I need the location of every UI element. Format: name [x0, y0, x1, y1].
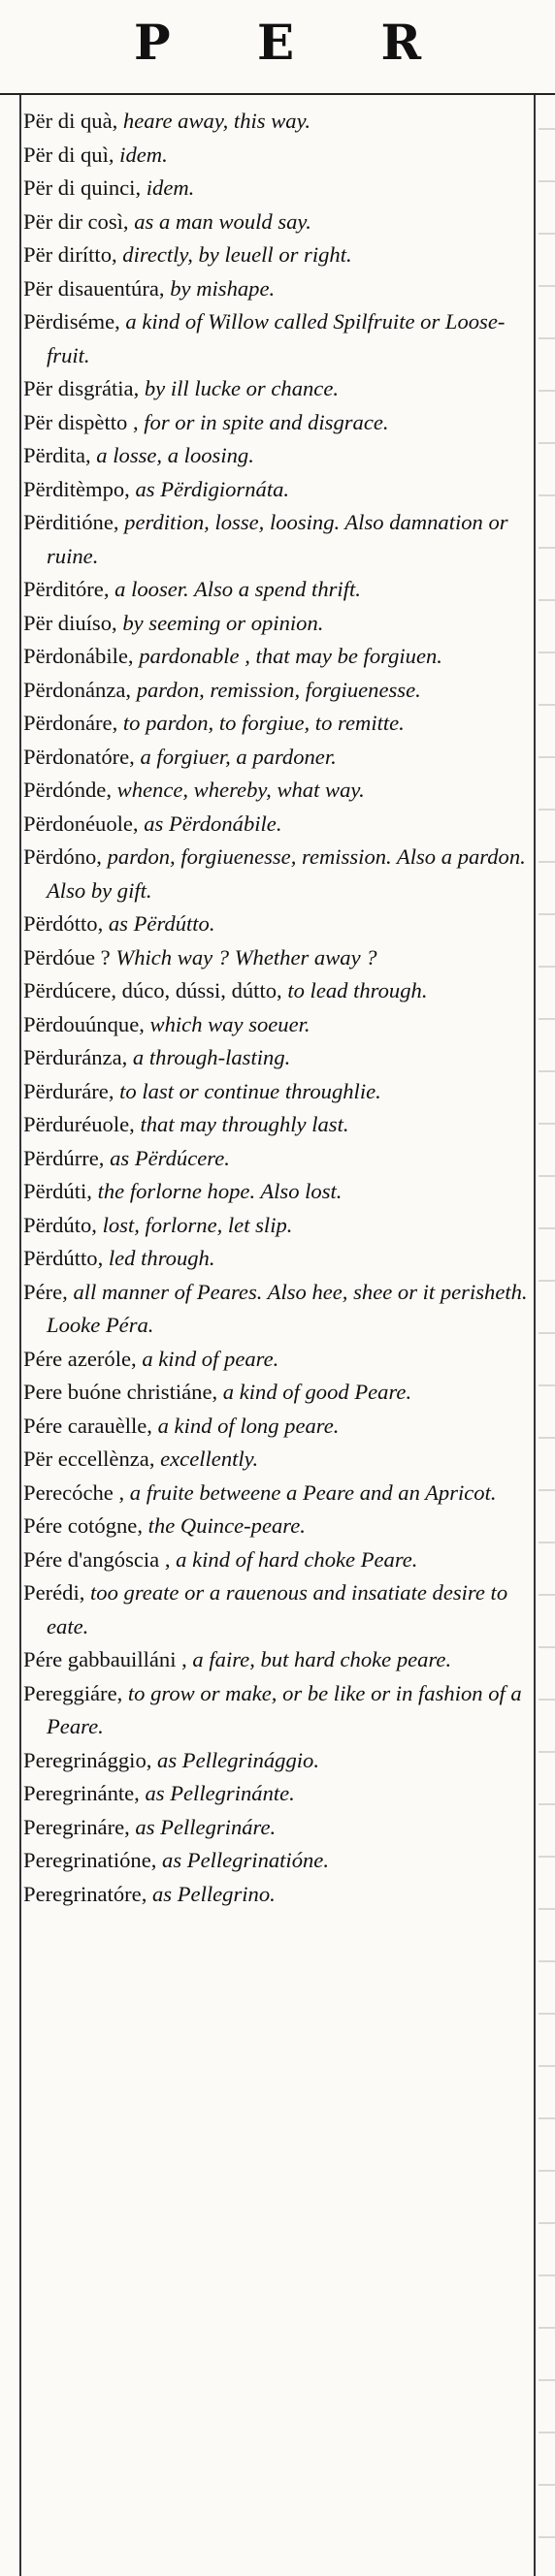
dictionary-entry [23, 172, 528, 206]
entry-headword: Përdúto, [23, 1212, 103, 1237]
entry-definition: all manner of Peares. Also hee, shee or it perisheth. Looke Péra. [47, 1279, 528, 1337]
entry-definition: for or in spite and disgrace. [144, 409, 389, 434]
entry-headword: Pere buóne christiáne, [23, 1380, 223, 1404]
dictionary-entries [23, 105, 528, 1911]
left-column-rule [19, 95, 21, 2576]
dictionary-entry [23, 1777, 528, 1811]
entry-definition: a kind of long peare. [157, 1413, 340, 1438]
entry-definition: as Pellegrinággio. [157, 1747, 319, 1772]
dictionary-entry [23, 1075, 528, 1109]
entry-definition: as Përdúcere. [110, 1145, 230, 1170]
entry-definition: to grow or make, or be like or in fashion of a Peare. [47, 1680, 522, 1738]
dictionary-entry [23, 406, 528, 440]
dictionary-entry [23, 1510, 528, 1543]
entry-definition: as a man would say. [134, 208, 311, 234]
entry-definition: idem. [119, 142, 168, 167]
entry-definition: as Pellegrináre. [135, 1814, 277, 1839]
entry-definition: a through-lasting. [132, 1045, 291, 1069]
dictionary-entry [23, 105, 528, 139]
entry-definition: by ill lucke or chance. [144, 376, 339, 400]
entry-headword: Përdúti, [23, 1179, 98, 1203]
entry-definition: lost, forlorne, let slip. [102, 1212, 293, 1237]
adjacent-column-edge [539, 95, 555, 2576]
entry-headword: Përdónde, [23, 778, 117, 802]
entry-definition: a kind of peare. [142, 1346, 279, 1371]
dictionary-entry [23, 372, 528, 406]
dictionary-entry [23, 1008, 528, 1042]
entry-definition: perdition, losse, loosing. Also damnation or ruine. [47, 510, 508, 568]
dictionary-entry [23, 808, 528, 842]
entry-headword: Përdonatóre, [23, 744, 141, 769]
entry-definition: to pardon, to forgiue, to remitte. [122, 711, 405, 735]
dictionary-entry [23, 1811, 528, 1845]
entry-definition: excellently. [160, 1447, 259, 1471]
dictionary-entry [23, 439, 528, 473]
dictionary-entry [23, 640, 528, 674]
entry-definition: a kind of good Peare. [222, 1380, 412, 1404]
entry-headword: Për di quinci, [23, 175, 147, 200]
dictionary-entry [23, 1878, 528, 1912]
entry-definition: a losse, a loosing. [96, 443, 254, 467]
entry-definition: as Pellegrinánte. [145, 1781, 295, 1805]
entry-headword: Peregrinággio, [23, 1747, 158, 1772]
entry-headword: Peregrinatóre, [23, 1881, 152, 1906]
entry-headword: Përduránza, [23, 1045, 133, 1069]
entry-headword: Përdiséme, [23, 309, 126, 334]
dictionary-entry [23, 1543, 528, 1577]
entry-definition: to lead through. [287, 978, 428, 1002]
dictionary-entry [23, 774, 528, 808]
entry-headword: Përduráre, [23, 1078, 120, 1103]
entry-headword: Pereggiáre, [23, 1680, 128, 1705]
entry-definition: a looser. Also a spend thrift. [114, 577, 361, 601]
entry-definition: whence, whereby, what way. [116, 778, 365, 802]
dictionary-entry [23, 1477, 528, 1511]
dictionary-entry [23, 907, 528, 941]
entry-definition: as Përdonábile. [144, 811, 282, 836]
dictionary-entry [23, 473, 528, 507]
entry-definition: the forlorne hope. Also lost. [97, 1179, 343, 1203]
entry-definition: pardonable , that may be forgiuen. [139, 644, 442, 668]
entry-headword: Përdonáre, [23, 711, 123, 735]
entry-definition: to last or continue throughlie. [119, 1078, 381, 1103]
entry-headword: Peregrináre, [23, 1814, 136, 1839]
dictionary-entry [23, 1443, 528, 1477]
entry-headword: Përdóue ? [23, 944, 116, 970]
entry-headword: Për diuíso, [23, 610, 123, 635]
entry-definition: a faire, but hard choke peare. [192, 1647, 452, 1671]
entry-headword: Përdita, [23, 443, 97, 467]
dictionary-entry [23, 974, 528, 1008]
dictionary-entry [23, 941, 528, 975]
entry-headword: Për disauentúra, [23, 275, 171, 301]
dictionary-entry [23, 1343, 528, 1377]
entry-headword: Përdonánza, [23, 677, 137, 702]
page-title: P E R [133, 14, 457, 71]
entry-headword: Përdonéuole, [23, 811, 145, 836]
dictionary-entry [23, 607, 528, 641]
entry-headword: Përduréuole, [23, 1112, 141, 1136]
entry-headword: Pére gabbauilláni , [23, 1647, 193, 1671]
entry-headword: Përdúrre, [23, 1145, 111, 1170]
dictionary-entry [23, 1041, 528, 1075]
dictionary-entry [23, 1242, 528, 1276]
entry-headword: Pére azeróle, [23, 1346, 143, 1371]
dictionary-entry [23, 139, 528, 173]
entry-definition: as Pellegrinatióne. [162, 1848, 329, 1872]
entry-definition: a kind of hard choke Peare. [176, 1546, 418, 1572]
dictionary-entry [23, 506, 528, 573]
dictionary-entry [23, 1175, 528, 1209]
entry-headword: Përditióne, [23, 510, 125, 534]
entry-definition: as Përdútto. [108, 911, 215, 936]
entry-definition: pardon, remission, forgiuenesse. [136, 677, 421, 702]
dictionary-entry [23, 1410, 528, 1444]
dictionary-entry [23, 272, 528, 306]
dictionary-entry [23, 1643, 528, 1677]
entry-headword: Përdótto, [23, 911, 109, 936]
dictionary-entry [23, 1209, 528, 1243]
entry-headword: Për di quà, [23, 109, 123, 133]
dictionary-entry [23, 239, 528, 272]
dictionary-entry [23, 741, 528, 775]
entry-headword: Pére cotógne, [23, 1513, 148, 1538]
page-header [0, 0, 555, 93]
entry-definition: which way soeuer. [149, 1011, 310, 1036]
entry-definition: heare away, this way. [122, 109, 311, 133]
dictionary-entry [23, 206, 528, 239]
entry-definition: Which way ? Whether away ? [115, 944, 377, 970]
entry-definition: a forgiuer, a pardoner. [140, 744, 337, 769]
entry-definition: as Përdigiornáta. [135, 476, 290, 501]
dictionary-entry [23, 305, 528, 372]
entry-definition: too greate or a rauenous and insatiate desire to eate. [47, 1580, 508, 1638]
entry-definition: by mishape. [170, 275, 276, 301]
entry-definition: by seeming or opinion. [122, 610, 324, 635]
entry-headword: Pére, [23, 1279, 74, 1304]
right-column-rule [534, 95, 536, 2576]
entry-headword: Për dir così, [23, 208, 135, 234]
entry-headword: Për eccellènza, [23, 1447, 161, 1471]
entry-headword: Përditóre, [23, 577, 115, 601]
entry-definition: led through. [108, 1246, 215, 1270]
entry-headword: Pére carauèlle, [23, 1413, 158, 1438]
dictionary-entry [23, 1142, 528, 1176]
entry-headword: Peregrinánte, [23, 1781, 146, 1805]
dictionary-entry [23, 674, 528, 708]
entry-headword: Perecóche , [23, 1479, 130, 1505]
dictionary-entry [23, 1108, 528, 1142]
entry-definition: pardon, forgiuenesse, remission. Also a pardon. Also by gift. [47, 844, 526, 903]
entry-headword: Peregrinatióne, [23, 1848, 163, 1872]
dictionary-entry [23, 573, 528, 607]
entry-headword: Për di quì, [23, 142, 120, 167]
entry-definition: that may throughly last. [140, 1112, 349, 1136]
entry-headword: Përdóno, [23, 844, 108, 869]
entry-headword: Përditèmpo, [23, 476, 136, 501]
dictionary-entry [23, 1276, 528, 1343]
entry-headword: Për dirítto, [23, 242, 123, 267]
entry-definition: directly, by leuell or right. [122, 242, 352, 267]
entry-definition: a kind of Willow called Spilfruite or Loose-fruit. [47, 309, 506, 367]
dictionary-entry [23, 1576, 528, 1643]
header-rule [0, 93, 555, 95]
entry-definition: idem. [146, 175, 195, 200]
dictionary-entry [23, 707, 528, 741]
entry-headword: Përdútto, [23, 1246, 109, 1270]
entry-headword: Pére d'angóscia , [23, 1546, 177, 1572]
entry-headword: Përdouúnque, [23, 1011, 150, 1036]
entry-definition: a fruite betweene a Peare and an Apricot. [129, 1479, 497, 1505]
dictionary-entry [23, 1744, 528, 1778]
entry-definition: the Quince-peare. [147, 1513, 306, 1538]
entry-headword: Përdonábile, [23, 644, 140, 668]
entry-headword: Për dispètto , [23, 409, 145, 434]
dictionary-entry [23, 1844, 528, 1878]
dictionary-entry [23, 841, 528, 907]
entry-headword: Për disgrátia, [23, 376, 145, 400]
entry-definition: as Pellegrino. [152, 1881, 276, 1906]
entry-headword: Përdúcere, dúco, dússi, dútto, [23, 978, 288, 1002]
dictionary-entry [23, 1677, 528, 1744]
dictionary-entry [23, 1376, 528, 1410]
entry-headword: Perédi, [23, 1580, 91, 1605]
